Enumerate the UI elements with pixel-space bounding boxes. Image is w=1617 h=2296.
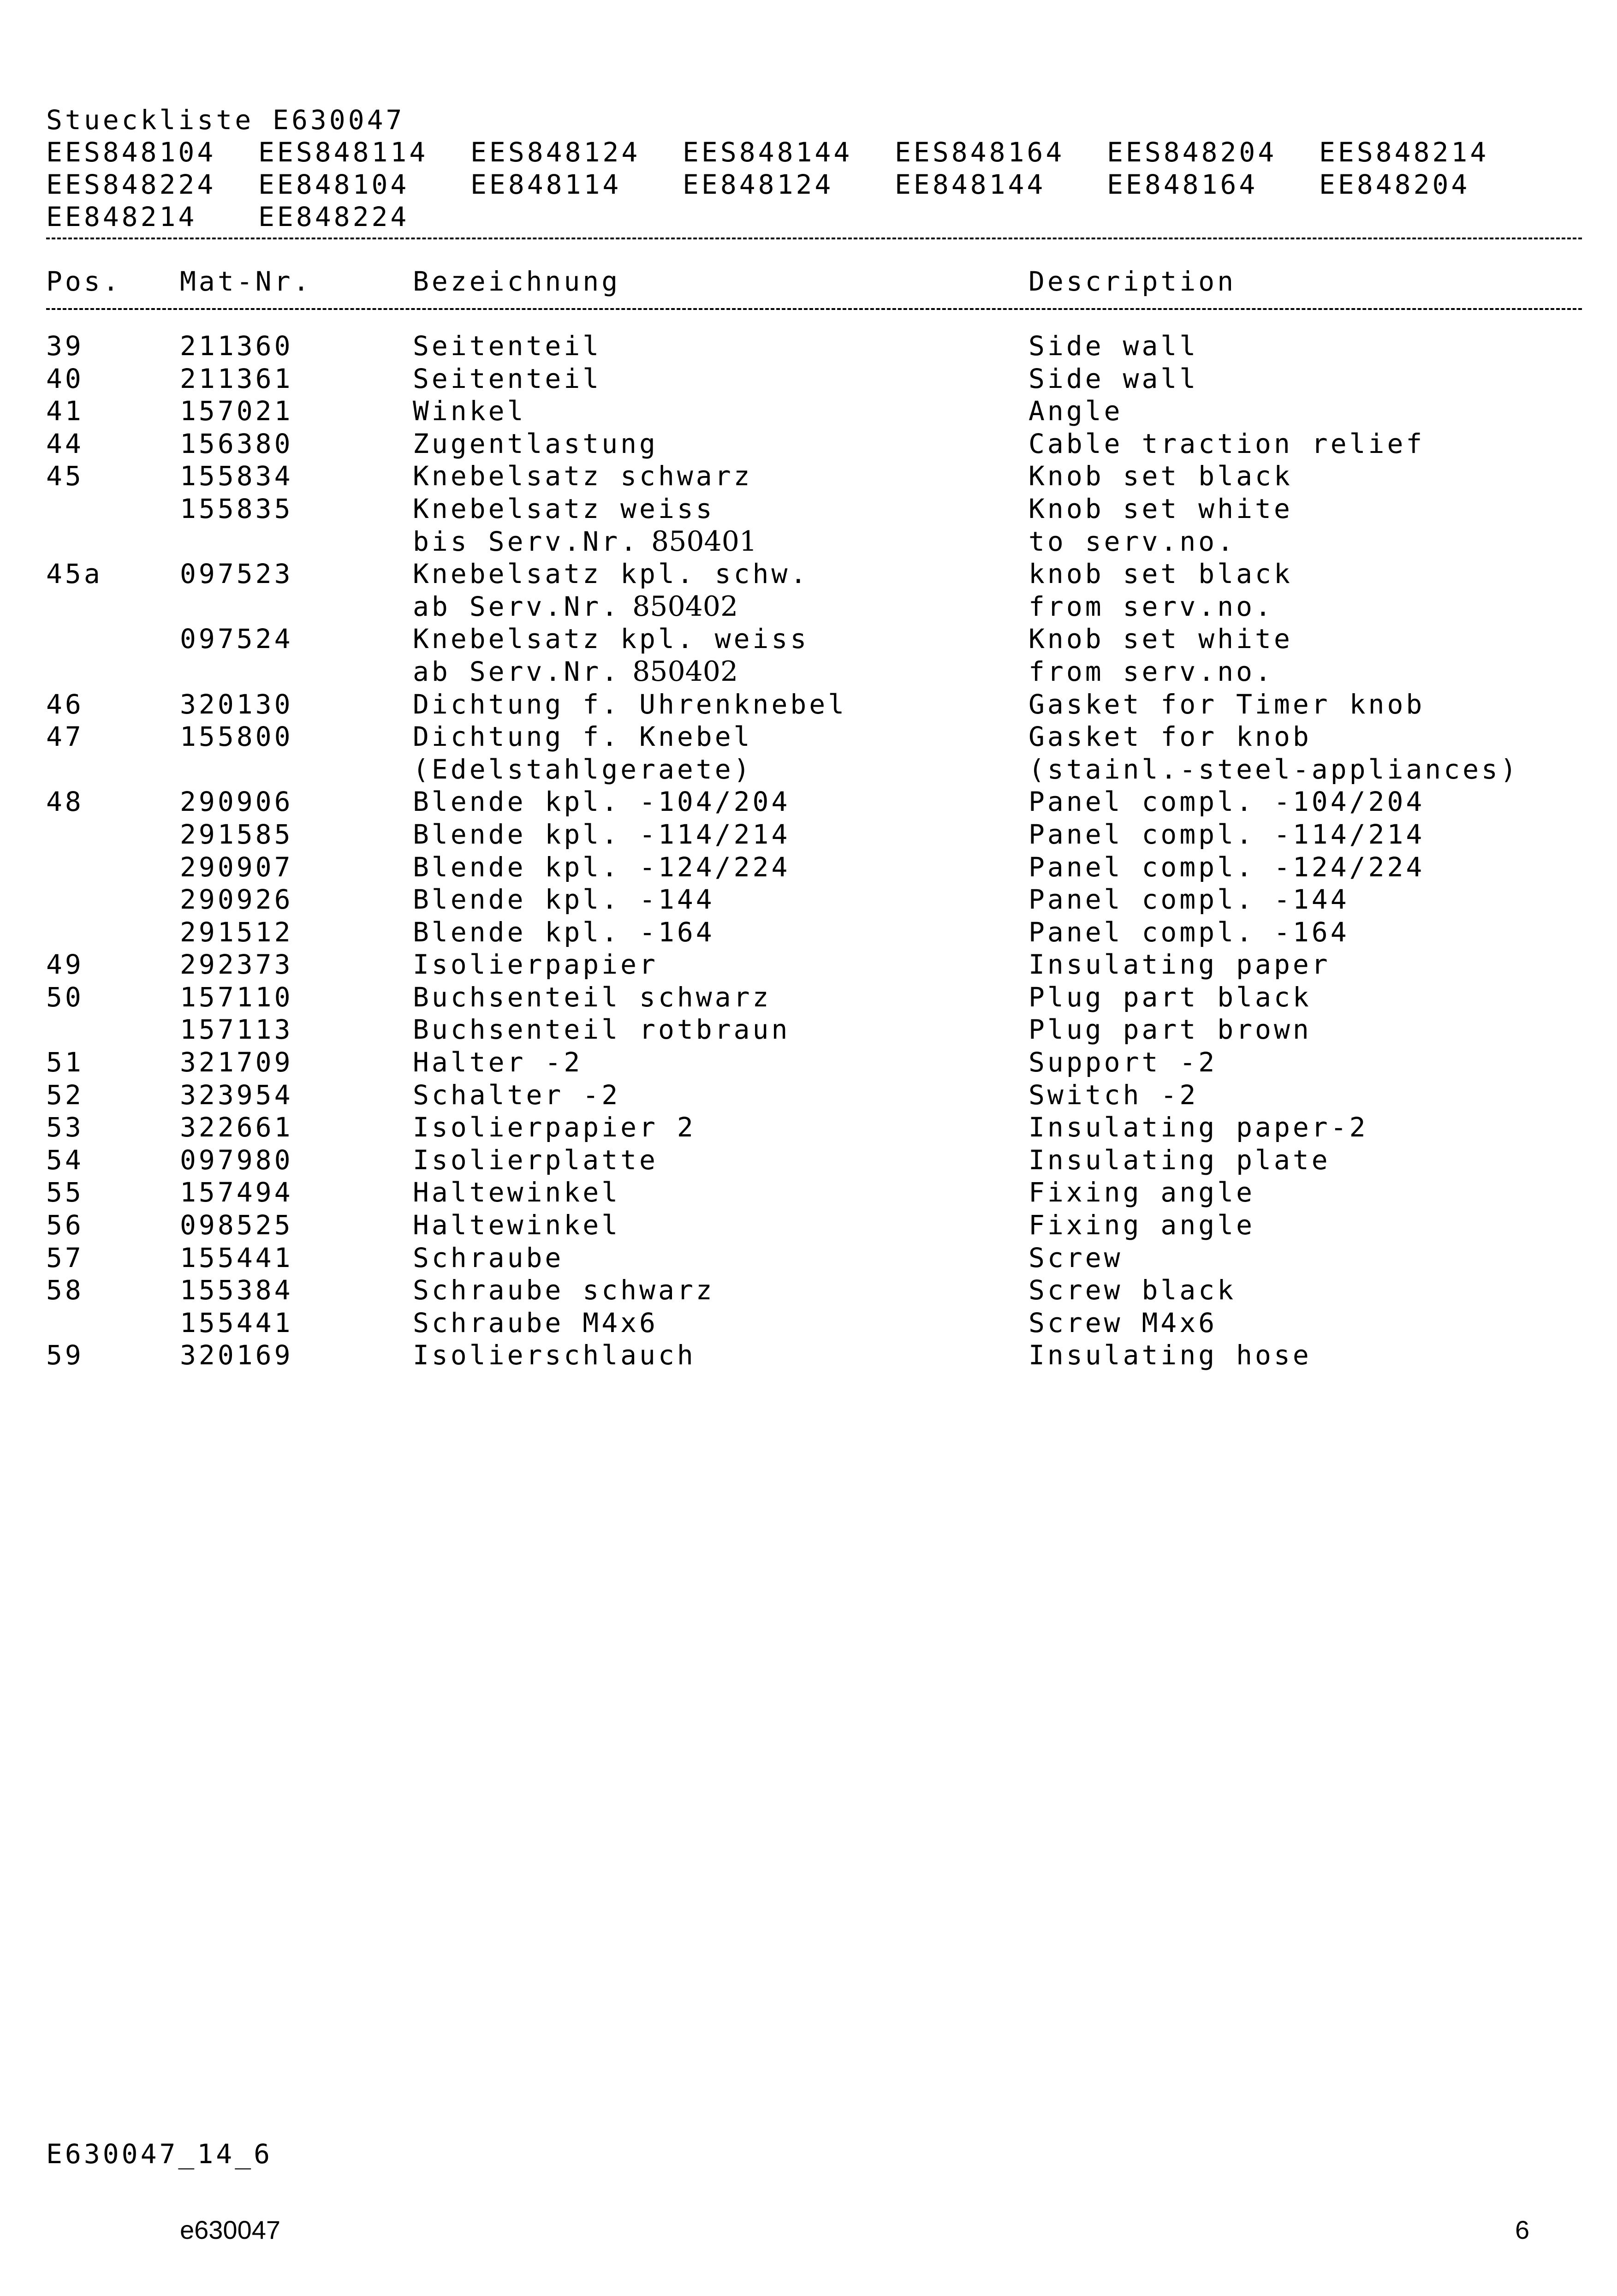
table-row bbox=[0, 330, 1617, 363]
divider-top bbox=[46, 238, 1582, 239]
description-cell: Fixing angle bbox=[1028, 1177, 1255, 1208]
bezeichnung-cell: Schalter -2 bbox=[413, 1079, 621, 1111]
pos-cell: 45 bbox=[46, 460, 84, 492]
bezeichnung-cell: Isolierpapier 2 bbox=[413, 1112, 696, 1143]
model-number: EE848224 bbox=[258, 201, 410, 232]
bezeichnung-cell: Blende kpl. -124/224 bbox=[413, 851, 791, 883]
bezeichnung-cell: Haltewinkel bbox=[413, 1177, 621, 1208]
description-cell: Insulating paper bbox=[1028, 949, 1331, 981]
model-number: EE848124 bbox=[683, 169, 834, 200]
description-cell: Insulating paper-2 bbox=[1028, 1112, 1368, 1143]
mat-nr-cell: 157494 bbox=[180, 1177, 293, 1208]
column-header-pos: Pos. bbox=[46, 266, 122, 297]
description-cell: Switch -2 bbox=[1028, 1079, 1199, 1111]
description-cell: Panel compl. -144 bbox=[1028, 884, 1349, 916]
table-row bbox=[0, 428, 1617, 460]
bezeichnung-text: ab Serv.Nr. bbox=[413, 590, 621, 622]
mat-nr-cell: 291585 bbox=[180, 818, 293, 850]
pos-cell: 55 bbox=[46, 1177, 84, 1208]
model-number: EES848144 bbox=[683, 137, 853, 168]
mat-nr-cell: 211361 bbox=[180, 363, 293, 394]
table-row bbox=[0, 1339, 1617, 1372]
mat-nr-cell: 097980 bbox=[180, 1144, 293, 1176]
description-cell: Knob set white bbox=[1028, 623, 1293, 655]
footer-code: E630047_14_6 bbox=[46, 2138, 273, 2170]
pos-cell: 41 bbox=[46, 395, 84, 427]
mat-nr-cell: 320169 bbox=[180, 1339, 293, 1371]
pos-cell: 46 bbox=[46, 688, 84, 720]
table-row bbox=[0, 981, 1617, 1014]
table-row bbox=[0, 753, 1617, 786]
table-row bbox=[0, 1013, 1617, 1046]
pos-cell: 44 bbox=[46, 428, 84, 459]
model-number: EES848124 bbox=[470, 137, 641, 168]
table-row bbox=[0, 720, 1617, 753]
table-row bbox=[0, 1111, 1617, 1144]
description-cell: Insulating plate bbox=[1028, 1144, 1331, 1176]
serial-number: 850401 bbox=[651, 525, 757, 558]
description-cell: Screw black bbox=[1028, 1274, 1237, 1306]
mat-nr-cell: 290907 bbox=[180, 851, 293, 883]
bezeichnung-cell: Blende kpl. -114/214 bbox=[413, 818, 791, 850]
mat-nr-cell: 292373 bbox=[180, 949, 293, 981]
bezeichnung-cell: Knebelsatz kpl. weiss bbox=[413, 623, 809, 655]
bezeichnung-text: bis Serv.Nr. bbox=[413, 525, 640, 557]
table-header bbox=[0, 265, 1617, 302]
mat-nr-cell: 157110 bbox=[180, 981, 293, 1013]
mat-nr-cell: 320130 bbox=[180, 688, 293, 720]
description-cell: Side wall bbox=[1028, 330, 1199, 362]
description-cell: Panel compl. -114/214 bbox=[1028, 818, 1425, 850]
description-cell: Angle bbox=[1028, 395, 1123, 427]
description-cell: Panel compl. -124/224 bbox=[1028, 851, 1425, 883]
table-row bbox=[0, 883, 1617, 916]
description-cell: Screw bbox=[1028, 1242, 1123, 1273]
model-number: EES848214 bbox=[1319, 137, 1489, 168]
bezeichnung-cell bbox=[413, 525, 757, 558]
model-number: EES848104 bbox=[46, 137, 216, 168]
description-cell: Screw M4x6 bbox=[1028, 1307, 1218, 1338]
title-block bbox=[46, 104, 1531, 233]
column-header-mat-nr: Mat-Nr. bbox=[180, 266, 312, 297]
bezeichnung-cell: Knebelsatz schwarz bbox=[413, 460, 753, 492]
table-row bbox=[0, 1176, 1617, 1209]
model-number: EE848164 bbox=[1107, 169, 1258, 200]
table-row bbox=[0, 558, 1617, 590]
pos-cell: 48 bbox=[46, 786, 84, 818]
bezeichnung-cell: Seitenteil bbox=[413, 330, 602, 362]
description-cell: Fixing angle bbox=[1028, 1209, 1255, 1241]
description-cell: Support -2 bbox=[1028, 1047, 1218, 1078]
mat-nr-cell: 098525 bbox=[180, 1209, 293, 1241]
table-row bbox=[0, 590, 1617, 623]
description-cell: Knob set black bbox=[1028, 460, 1293, 492]
model-number: EES848164 bbox=[895, 137, 1065, 168]
bezeichnung-cell: Seitenteil bbox=[413, 363, 602, 394]
pos-cell: 53 bbox=[46, 1112, 84, 1143]
mat-nr-cell: 323954 bbox=[180, 1079, 293, 1111]
table-row bbox=[0, 916, 1617, 949]
mat-nr-cell: 156380 bbox=[180, 428, 293, 459]
description-cell: from serv.no. bbox=[1028, 655, 1274, 687]
mat-nr-cell: 157113 bbox=[180, 1014, 293, 1046]
table-row bbox=[0, 1274, 1617, 1307]
mat-nr-cell: 291512 bbox=[180, 916, 293, 948]
description-cell: Plug part black bbox=[1028, 981, 1312, 1013]
document-id: e630047 bbox=[180, 2215, 281, 2244]
pos-cell: 59 bbox=[46, 1339, 84, 1371]
model-number: EE848214 bbox=[46, 201, 197, 232]
bezeichnung-cell: Schraube bbox=[413, 1242, 564, 1273]
mat-nr-cell: 155835 bbox=[180, 493, 293, 524]
bezeichnung-cell: Dichtung f. Knebel bbox=[413, 721, 753, 753]
description-cell: (stainl.-steel-appliances) bbox=[1028, 753, 1519, 785]
serial-number: 850402 bbox=[632, 655, 738, 688]
parts-table bbox=[0, 330, 1617, 1372]
mat-nr-cell: 290926 bbox=[180, 884, 293, 916]
document-title: Stueckliste E630047 bbox=[46, 104, 405, 136]
mat-nr-cell: 321709 bbox=[180, 1047, 293, 1078]
model-list bbox=[46, 136, 1531, 233]
mat-nr-cell: 155834 bbox=[180, 460, 293, 492]
description-cell: Side wall bbox=[1028, 363, 1199, 394]
bezeichnung-cell: Isolierpapier bbox=[413, 949, 658, 981]
pos-cell: 58 bbox=[46, 1274, 84, 1306]
mat-nr-cell: 155441 bbox=[180, 1242, 293, 1273]
pos-cell: 52 bbox=[46, 1079, 84, 1111]
table-row bbox=[0, 1307, 1617, 1339]
bezeichnung-text: ab Serv.Nr. bbox=[413, 655, 621, 687]
table-row bbox=[0, 525, 1617, 558]
bezeichnung-cell: Blende kpl. -164 bbox=[413, 916, 715, 948]
pos-cell: 51 bbox=[46, 1047, 84, 1078]
bezeichnung-cell: Knebelsatz weiss bbox=[413, 493, 715, 524]
model-number: EE848144 bbox=[895, 169, 1046, 200]
bezeichnung-cell: Halter -2 bbox=[413, 1047, 583, 1078]
table-row bbox=[0, 1209, 1617, 1242]
description-cell: Insulating hose bbox=[1028, 1339, 1312, 1371]
model-number: EE848114 bbox=[470, 169, 622, 200]
description-cell: Plug part brown bbox=[1028, 1014, 1312, 1046]
table-row bbox=[0, 493, 1617, 525]
description-cell: Gasket for knob bbox=[1028, 721, 1312, 753]
description-cell: to serv.no. bbox=[1028, 525, 1237, 557]
mat-nr-cell: 155384 bbox=[180, 1274, 293, 1306]
table-row bbox=[0, 785, 1617, 818]
table-row bbox=[0, 1242, 1617, 1274]
bezeichnung-cell: Winkel bbox=[413, 395, 526, 427]
description-cell: Panel compl. -104/204 bbox=[1028, 786, 1425, 818]
bezeichnung-cell: Buchsenteil rotbraun bbox=[413, 1014, 791, 1046]
mat-nr-cell: 211360 bbox=[180, 330, 293, 362]
bezeichnung-cell: Isolierschlauch bbox=[413, 1339, 696, 1371]
model-number: EES848224 bbox=[46, 169, 216, 200]
bezeichnung-cell bbox=[413, 655, 738, 688]
mat-nr-cell: 097523 bbox=[180, 558, 293, 590]
mat-nr-cell: 157021 bbox=[180, 395, 293, 427]
bezeichnung-cell: Blende kpl. -144 bbox=[413, 884, 715, 916]
table-row bbox=[0, 948, 1617, 981]
pos-cell: 45a bbox=[46, 558, 103, 590]
mat-nr-cell: 155441 bbox=[180, 1307, 293, 1338]
bezeichnung-cell bbox=[413, 590, 738, 623]
pos-cell: 40 bbox=[46, 363, 84, 394]
pos-cell: 50 bbox=[46, 981, 84, 1013]
table-row bbox=[0, 1079, 1617, 1112]
bezeichnung-cell: Buchsenteil schwarz bbox=[413, 981, 772, 1013]
table-row bbox=[0, 688, 1617, 721]
bezeichnung-cell: Blende kpl. -104/204 bbox=[413, 786, 791, 818]
table-row bbox=[0, 460, 1617, 493]
mat-nr-cell: 322661 bbox=[180, 1112, 293, 1143]
pos-cell: 57 bbox=[46, 1242, 84, 1273]
serial-number: 850402 bbox=[632, 590, 738, 623]
description-cell: Panel compl. -164 bbox=[1028, 916, 1349, 948]
bezeichnung-cell: Dichtung f. Uhrenknebel bbox=[413, 688, 847, 720]
pos-cell: 56 bbox=[46, 1209, 84, 1241]
bezeichnung-cell: Knebelsatz kpl. schw. bbox=[413, 558, 809, 590]
table-row bbox=[0, 1046, 1617, 1079]
description-cell: from serv.no. bbox=[1028, 590, 1274, 622]
model-number: EE848104 bbox=[258, 169, 410, 200]
description-cell: knob set black bbox=[1028, 558, 1293, 590]
bezeichnung-cell: Haltewinkel bbox=[413, 1209, 621, 1241]
pos-cell: 47 bbox=[46, 721, 84, 753]
page-number: 6 bbox=[1515, 2215, 1530, 2244]
mat-nr-cell: 290906 bbox=[180, 786, 293, 818]
column-header-bezeichnung: Bezeichnung bbox=[413, 266, 621, 297]
table-row bbox=[0, 623, 1617, 655]
divider-header bbox=[46, 308, 1582, 310]
column-header-description: Description bbox=[1028, 266, 1237, 297]
bezeichnung-cell: (Edelstahlgeraete) bbox=[413, 753, 753, 785]
model-number: EES848204 bbox=[1107, 137, 1277, 168]
bezeichnung-cell: Schraube schwarz bbox=[413, 1274, 715, 1306]
pos-cell: 39 bbox=[46, 330, 84, 362]
model-number: EES848114 bbox=[258, 137, 428, 168]
mat-nr-cell: 155800 bbox=[180, 721, 293, 753]
table-row bbox=[0, 851, 1617, 884]
bezeichnung-cell: Schraube M4x6 bbox=[413, 1307, 658, 1338]
mat-nr-cell: 097524 bbox=[180, 623, 293, 655]
table-row bbox=[0, 818, 1617, 851]
table-row bbox=[0, 1144, 1617, 1177]
bezeichnung-cell: Isolierplatte bbox=[413, 1144, 658, 1176]
table-row bbox=[0, 363, 1617, 395]
model-number: EE848204 bbox=[1319, 169, 1470, 200]
description-cell: Cable traction relief bbox=[1028, 428, 1425, 459]
description-cell: Gasket for Timer knob bbox=[1028, 688, 1425, 720]
table-row bbox=[0, 655, 1617, 688]
pos-cell: 49 bbox=[46, 949, 84, 981]
table-row bbox=[0, 395, 1617, 428]
pos-cell: 54 bbox=[46, 1144, 84, 1176]
bezeichnung-cell: Zugentlastung bbox=[413, 428, 658, 459]
description-cell: Knob set white bbox=[1028, 493, 1293, 524]
